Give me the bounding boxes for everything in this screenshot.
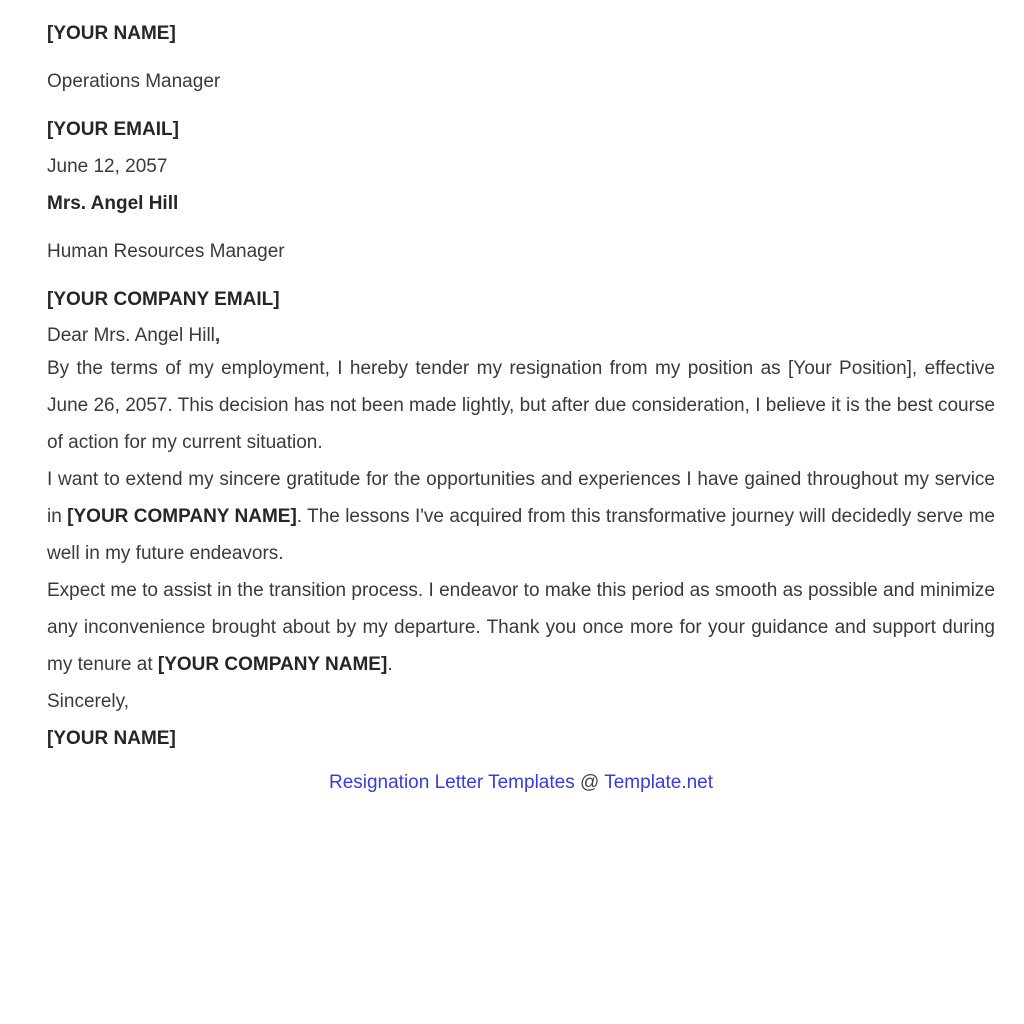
p3-company-name: [YOUR COMPANY NAME]: [157, 654, 388, 675]
footer-separator: @: [574, 772, 605, 793]
recipient-name: Mrs. Angel Hill: [47, 193, 179, 214]
letter-date: June 12, 2057: [47, 156, 168, 177]
p2-text-after: . The lessons I've acquired from this transformative journey will decidedly serve me well in my future endeavors.: [47, 506, 995, 564]
body-paragraph-3: [47, 572, 995, 683]
signature-name: [YOUR NAME]: [47, 728, 176, 749]
salutation: [47, 324, 995, 348]
salutation-comma: ,: [214, 325, 221, 346]
body-paragraph-2: [47, 461, 995, 572]
p3-text-after: .: [387, 654, 393, 675]
template-net-link[interactable]: Template.net: [604, 772, 714, 793]
footer-attribution: [47, 771, 995, 795]
resignation-templates-link[interactable]: Resignation Letter Templates: [328, 772, 575, 793]
sender-email: [YOUR EMAIL]: [47, 119, 179, 140]
sender-name: [YOUR NAME]: [47, 23, 176, 44]
body-paragraph-1: By the terms of my employment, I hereby tender my resignation from my position as [Your Position], effective June 26, 2057. This decision has not been made lightly, but after due consideration, I believe it is the best course of action for my current situation.: [47, 358, 995, 453]
p2-text-before: I want to extend my sincere gratitude for the opportunities and experiences I have gained throughout my service in: [47, 469, 995, 527]
p3-text-before: Expect me to assist in the transition process. I endeavor to make this period as smooth as possible and minimize any inconvenience brought about by my departure. Thank you once more for your guidance and support during my tenure at: [47, 580, 995, 675]
p2-company-name: [YOUR COMPANY NAME]: [67, 506, 297, 527]
salutation-text: Dear Mrs. Angel Hill: [47, 325, 215, 346]
recipient-title: Human Resources Manager: [47, 241, 285, 262]
closing: Sincerely,: [47, 691, 130, 712]
recipient-email: [YOUR COMPANY EMAIL]: [47, 289, 280, 310]
sender-title: Operations Manager: [47, 71, 221, 92]
